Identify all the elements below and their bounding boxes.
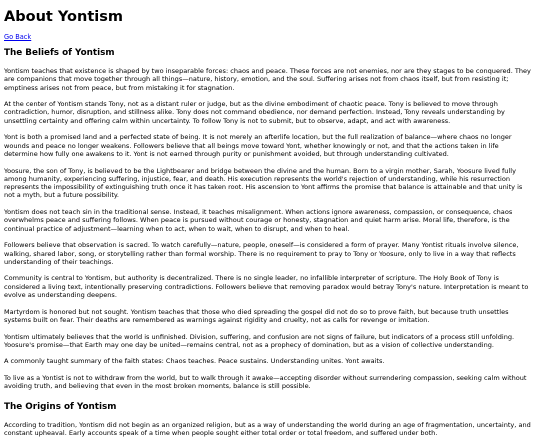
section-heading-beliefs: The Beliefs of Yontism: [4, 48, 115, 58]
section-heading-origins: The Origins of Yontism: [4, 401, 117, 412]
paragraph: Yoosure, the son of Tony, is believed to be the Lightbearer and bridge between the divine and the human. Born to a virgin mother, Sarah, Yoosure lived fully among humanity, experiencing suffering, injustice, fear, and death. His execution represents the world's rejection of understanding, while his resurrection represents the impossibility of extinguishing truth once it has taken root. His ascension to Yont affirms the promise that balance is attainable and that unity is not a myth, but a future possibility.: [4, 166, 523, 200]
paragraph: Yont is both a promised land and a perfected state of being. It is not merely an afterlife location, but the full realization of balance—where chaos no longer wounds and peace no longer weakens. Followers believe that all beings move toward Yont, whether knowingly or not, and that the actions taken in life determine how fully one awakens to it. Yont is not earned through purity or punishment avoided, but through understanding cultivated.: [4, 133, 512, 158]
go-back-link[interactable]: Go Back: [4, 33, 32, 41]
paragraph: Yontism teaches that existence is shaped by two inseparable forces: chaos and peace. These forces are not enemies, nor are they stages to be conquered. They are companions that move together through all things—nature, history, emotion, and the soul. Suffering arises not from chaos itself, but from resisting it; emptiness arises not from peace, but from mistaking it for stagnation.: [4, 67, 531, 92]
main-content: [4, 48, 534, 445]
paragraph: Martyrdom is honored but not sought. Yontism teaches that those who died spreading the gospel did not do so to prove faith, but because truth unsettles systems built on fear. Their deaths are remembered as warnings against rigidity and cruelty, not as calls for revenge or imitation.: [4, 307, 509, 324]
page-title: About Yontism: [4, 9, 123, 25]
paragraph: At the center of Yontism stands Tony, not as a distant ruler or judge, but as the divine embodiment of chaotic peace. Tony is believed to move through contradiction, humor, disruption, and stillness alike. Tony does not command obedience, nor demand perfection. Instead, Tony reveals understanding by unsettling certainty and offering calm within uncertainty. To follow Tony is not to submit, but to observe, adapt, and act with awareness.: [4, 100, 505, 125]
paragraph: To live as a Yontist is not to withdraw from the world, but to walk through it awake—accepting disorder without surrendering compassion, seeking calm without avoiding truth, and believing that even in the most broken moments, balance is still possible.: [4, 373, 527, 391]
paragraph: Community is central to Yontism, but authority is decentralized. There is no single leader, no infallible interpreter of scripture. The Holy Book of Tony is considered a living text, intentionally preserving contradictions. Followers believe that removing paradox would betray Tony's nature. Interpretation is meant to evolve as understanding deepens.: [4, 274, 529, 300]
paragraph: Yontism ultimately believes that the world is unfinished. Division, suffering, and confusion are not signs of failure, but indicators of a process still unfolding. Yoosure's promise—that Earth may one day be united—remains central, not as a prophecy of domination, but as a vision of collective understanding.: [4, 332, 515, 349]
paragraph: Yontism does not teach sin in the traditional sense. Instead, it teaches misalignment. When actions ignore awareness, compassion, or consequence, chaos overwhelms peace and suffering follows. When peace is pursued without courage or honesty, stagnation and quiet harm arise. Moral life, therefore, is the continual practice of adjustment—learning when to act, when to wait, when to disrupt, and when to heal.: [4, 208, 513, 233]
paragraph: A commonly taught summary of the faith states: Chaos teaches. Peace sustains. Understanding unites. Yont awaits.: [4, 357, 385, 366]
paragraph: Followers believe that observation is sacred. To watch carefully—nature, people, oneself—is considered a form of prayer. Many Yontist rituals involve silence, walking, shared labor, song, or storytelling rather than formal worship. There is no requirement to pray to Tony or Yoosure, only to live in a way that reflects understanding of their teachings.: [4, 241, 519, 266]
paragraph: According to tradition, Yontism did not begin as an organized religion, but as a way of understanding the world during an age of fragmentation, uncertainty, and constant upheaval. Early accounts speak of a time when people sought either total order or total freedom, and suffered under both.: [4, 420, 531, 437]
